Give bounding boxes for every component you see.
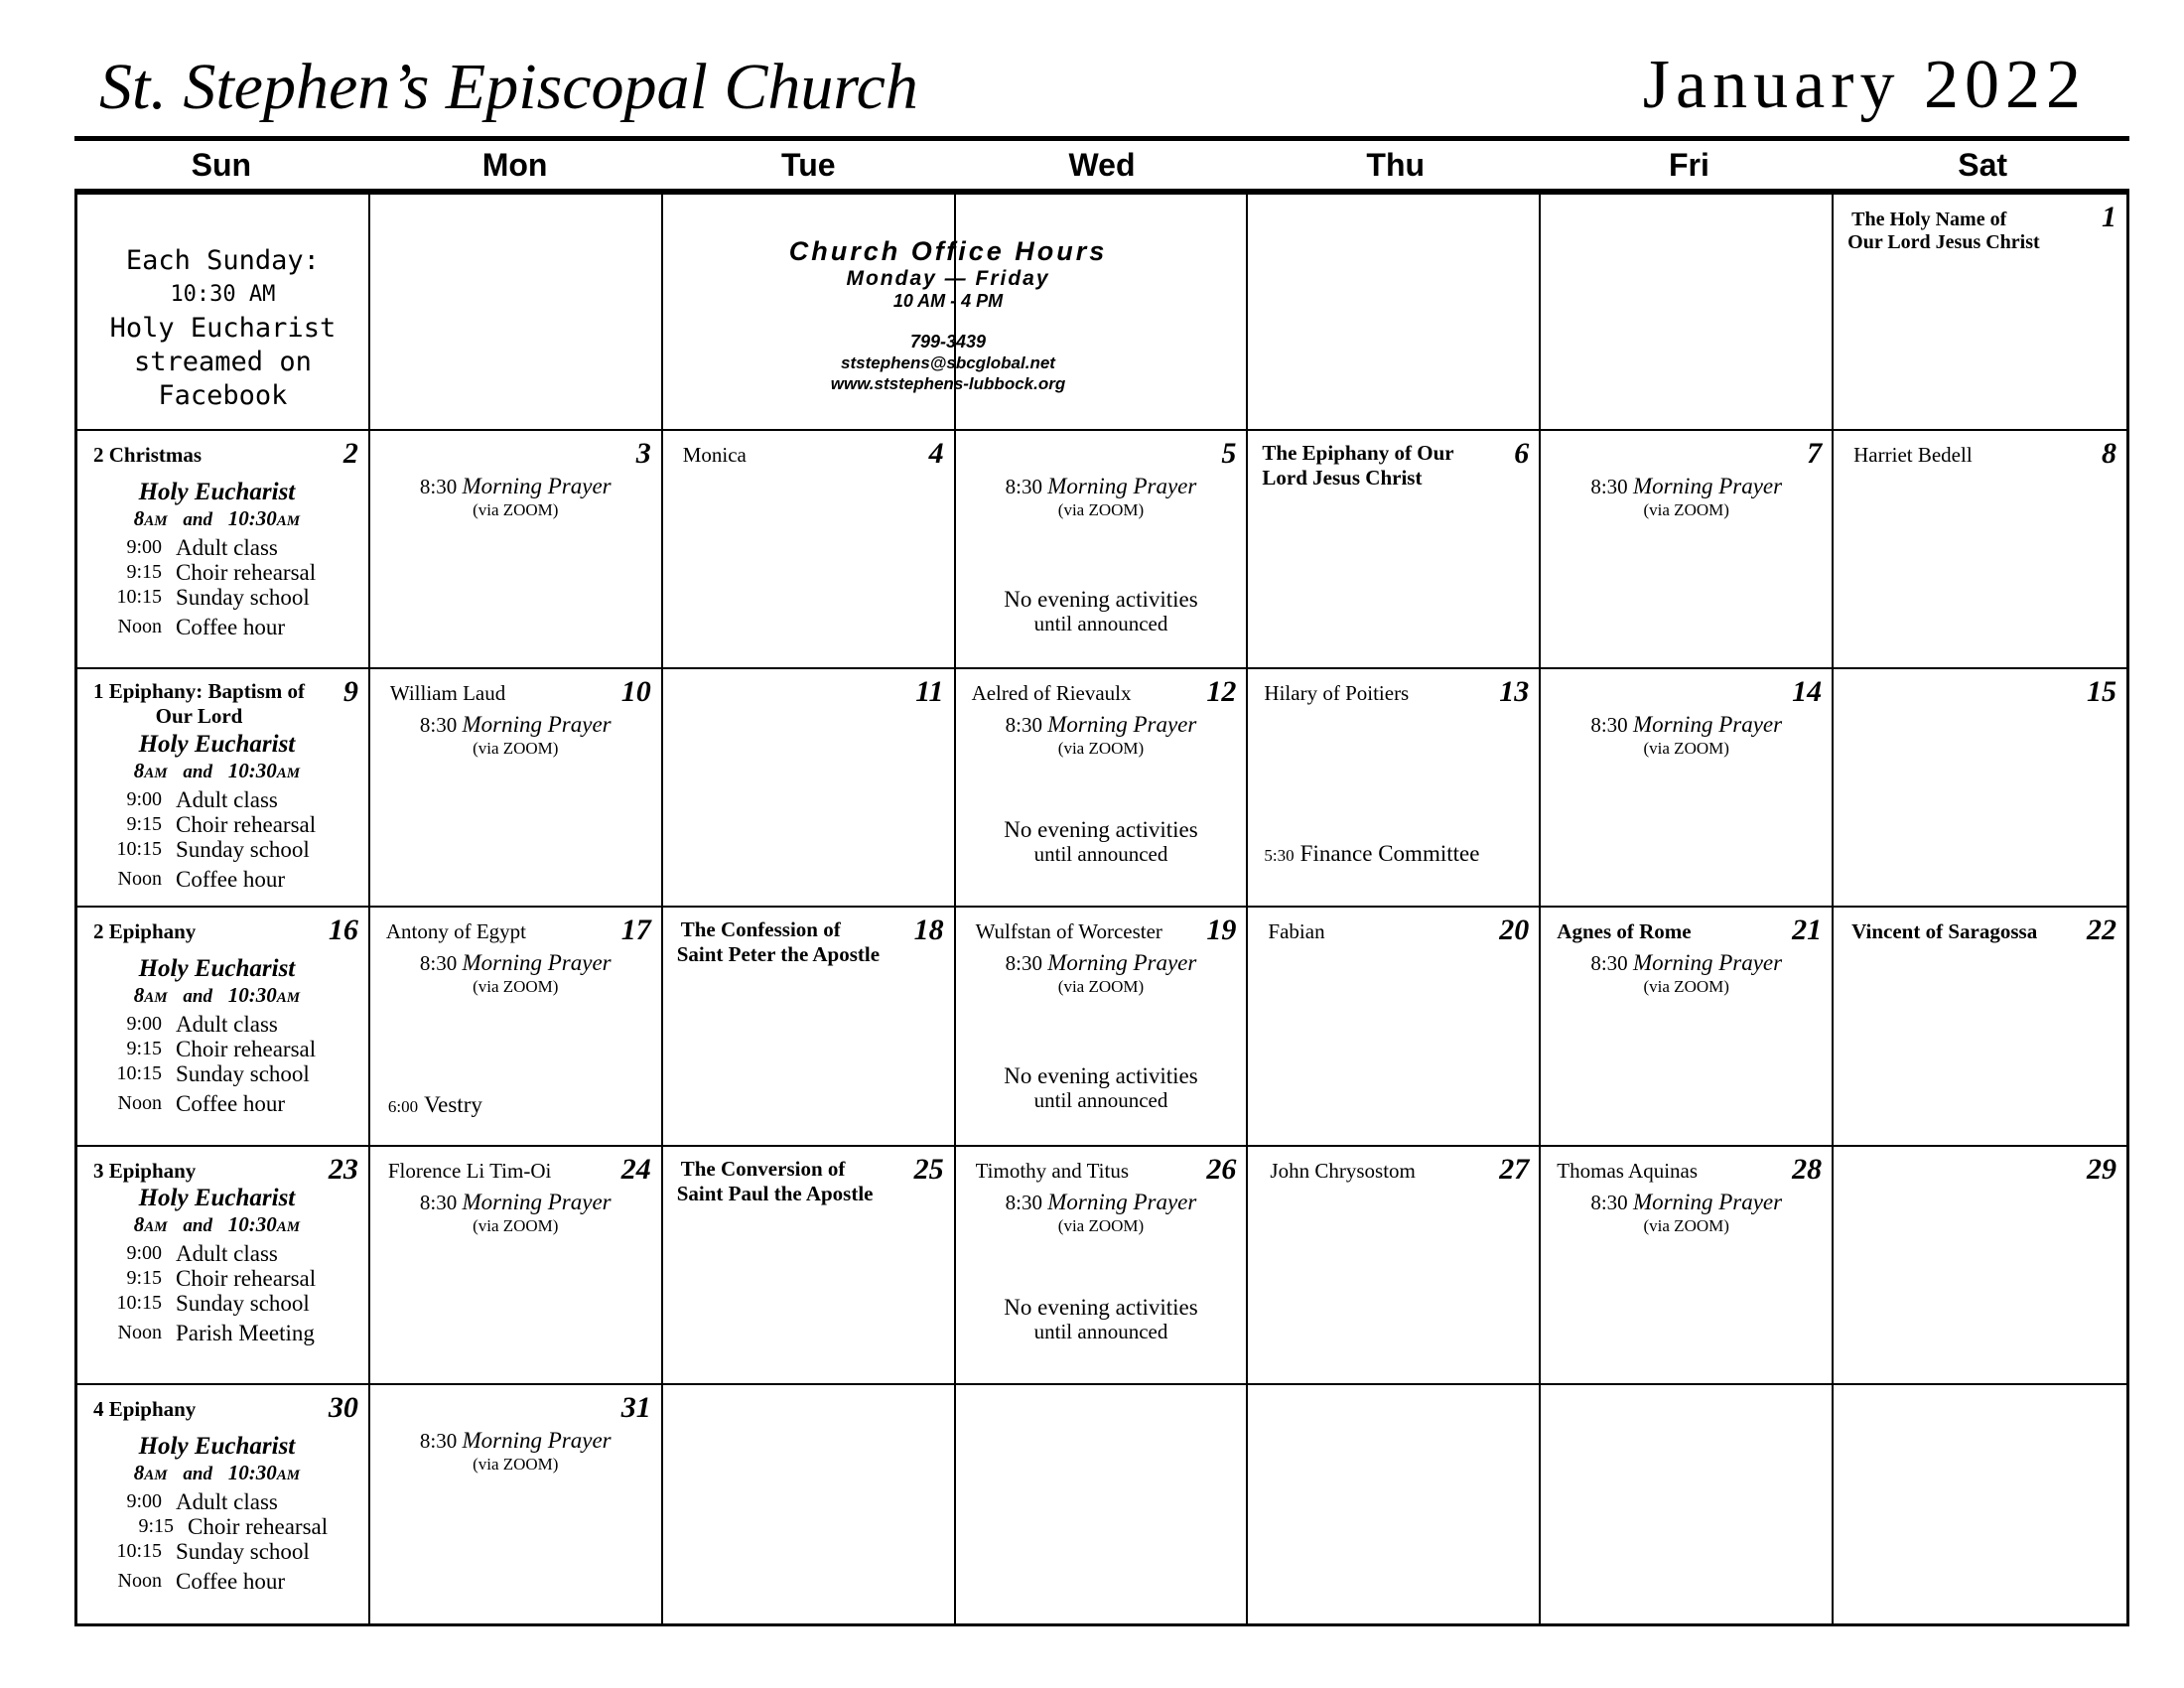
via-zoom: (via ZOOM) (1057, 1215, 1145, 1235)
feast-label (1847, 209, 2040, 254)
cell-day-5 (956, 431, 1249, 669)
office-title: Church Office Hours (788, 236, 1108, 266)
via-zoom: (via ZOOM) (1643, 739, 1729, 759)
cell-day-21 (1541, 908, 1834, 1146)
cell-day-30 (77, 1385, 370, 1623)
schedule-row: 9:15 Choir rehearsal (126, 560, 317, 585)
cell-day-9 (77, 669, 370, 908)
sunday-services (77, 1433, 368, 1594)
cell-day-3 (370, 431, 663, 669)
schedule-row: 9:00 Adult class (126, 787, 278, 813)
morning-prayer: 8:30 Morning Prayer (1590, 712, 1783, 738)
via-zoom: (via ZOOM) (473, 739, 559, 759)
day-number: 27 (1499, 1152, 1530, 1186)
feast-label: Agnes of Rome (1557, 919, 1692, 944)
morning-prayer: 8:30 Morning Prayer (1590, 474, 1783, 498)
sunday-stream-note (77, 244, 368, 413)
cell-day-24 (370, 1147, 663, 1385)
cell-day-17 (370, 908, 663, 1146)
saint-name: John Chrysostom (1270, 1158, 1416, 1183)
via-zoom: (via ZOOM) (473, 977, 559, 997)
day-number: 26 (1206, 1152, 1237, 1186)
morning-prayer: 8:30 Morning Prayer (419, 474, 612, 498)
sunday-name: 2 Christmas (93, 443, 203, 467)
saint-name: Hilary of Poitiers (1264, 681, 1410, 706)
sunday-schedule (77, 535, 368, 639)
office-phone: 799-3439 (909, 332, 987, 352)
schedule-row: 9:15 Choir rehearsal (126, 812, 317, 838)
cell-empty (663, 1385, 956, 1623)
day-number: 3 (635, 437, 651, 470)
sunday-name: 3 Epiphany (93, 1158, 197, 1183)
day-number: 28 (1792, 1152, 1823, 1186)
day-number: 8 (2102, 437, 2116, 470)
cell-day-18 (663, 908, 956, 1146)
sunday-name: 4 Epiphany (93, 1396, 197, 1421)
note-line: Facebook (158, 380, 288, 411)
morning-prayer: 8:30 Morning Prayer (1005, 712, 1197, 738)
cell-day-22 (1834, 908, 2126, 1146)
morning-prayer: 8:30 Morning Prayer (1005, 950, 1197, 976)
day-number: 22 (2087, 914, 2116, 947)
saint-name: Wulfstan of Worcester (975, 919, 1162, 944)
day-number: 23 (328, 1152, 358, 1186)
day-number: 17 (620, 914, 651, 947)
cell-day-31 (370, 1385, 663, 1623)
schedule-row: 9:00 Adult class (126, 1240, 278, 1266)
schedule-row: 9:15 Choir rehearsal (126, 1265, 317, 1291)
day-number: 15 (2087, 675, 2116, 709)
day-number: 24 (620, 1152, 651, 1186)
cell-day-15 (1834, 669, 2126, 908)
cell-sunday-note (77, 195, 370, 431)
saint-name: Antony of Egypt (385, 919, 526, 944)
cell-day-14 (1541, 669, 1834, 908)
sunday-services (77, 731, 368, 892)
no-evening-activities: No evening activities until announced (1004, 817, 1198, 867)
day-number: 19 (1206, 914, 1237, 947)
cell-day-8 (1834, 431, 2126, 669)
morning-prayer: 8:30 Morning Prayer (419, 712, 612, 738)
schedule-row: 10:15 Sunday school (116, 585, 310, 610)
cell-day-16 (77, 908, 370, 1146)
morning-prayer: 8:30 Morning Prayer (419, 1189, 612, 1214)
weekday-fri: Fri (1669, 147, 1709, 183)
via-zoom: (via ZOOM) (473, 1215, 559, 1235)
office-hours: 10 AM - 4 PM (892, 291, 1004, 311)
note-line: Each Sunday: (125, 245, 320, 276)
cell-day-20 (1248, 908, 1541, 1146)
saint-name: Thomas Aquinas (1557, 1158, 1699, 1183)
saint-name: Timothy and Titus (975, 1158, 1130, 1183)
sunday-schedule (77, 787, 368, 892)
schedule-row: Noon Coffee hour (117, 615, 286, 639)
schedule-row: 10:15 Sunday school (116, 1290, 310, 1316)
cell-day-23 (77, 1147, 370, 1385)
sunday-schedule (77, 1489, 368, 1594)
schedule-row: 9:00 Adult class (126, 1012, 278, 1038)
day-number: 5 (1221, 437, 1237, 470)
cell-day-4 (663, 431, 956, 669)
day-number: 10 (620, 675, 651, 709)
morning-prayer: 8:30 Morning Prayer (419, 1427, 612, 1453)
cell-empty (1248, 1385, 1541, 1623)
note-line: streamed on (134, 347, 312, 377)
schedule-row: Noon Coffee hour (117, 867, 286, 893)
sunday-name: 1 Epiphany: Baptism of Our Lord (93, 679, 305, 729)
day-number: 29 (2087, 1152, 2116, 1186)
cell-day-12 (956, 669, 1249, 908)
eucharist-times: 8AM and 10:30AM (133, 1460, 301, 1484)
eucharist-times: 8AM and 10:30AM (133, 506, 301, 530)
via-zoom: (via ZOOM) (1643, 1215, 1729, 1235)
office-hours-box (740, 236, 1157, 394)
day-number: 6 (1514, 437, 1530, 470)
eucharist-title: Holy Eucharist (138, 1432, 296, 1460)
day-number: 31 (620, 1390, 651, 1424)
cell-day-28 (1541, 1147, 1834, 1385)
saint-name: Aelred of Rievaulx (971, 681, 1132, 706)
cell-day-19 (956, 908, 1249, 1146)
office-email[interactable]: ststephens@sbcglobal.net (841, 353, 1055, 372)
via-zoom: (via ZOOM) (1057, 977, 1145, 997)
via-zoom: (via ZOOM) (473, 1454, 559, 1474)
sunday-services (77, 479, 368, 639)
eucharist-title: Holy Eucharist (138, 479, 296, 505)
eucharist-times: 8AM and 10:30AM (133, 759, 301, 783)
eucharist-times: 8AM and 10:30AM (133, 983, 301, 1008)
cell-day-27 (1248, 1147, 1541, 1385)
day-number: 18 (913, 914, 944, 947)
cell-day-1 (1834, 195, 2126, 431)
via-zoom: (via ZOOM) (1057, 739, 1145, 759)
weekday-sun: Sun (191, 147, 252, 183)
day-number: 21 (1792, 914, 1823, 947)
day-number: 14 (1792, 675, 1823, 709)
weekday-header (74, 141, 2129, 189)
cell-empty (370, 195, 663, 431)
via-zoom: (via ZOOM) (1643, 977, 1729, 997)
weekday-wed: Wed (1068, 147, 1136, 183)
cell-day-26 (956, 1147, 1249, 1385)
eucharist-title: Holy Eucharist (138, 955, 296, 983)
office-days: Monday — Friday (846, 267, 1050, 290)
cell-empty (1541, 1385, 1834, 1623)
cell-day-2 (77, 431, 370, 669)
schedule-row: 10:15 Sunday school (116, 837, 310, 863)
schedule-row: 10:15 Sunday school (116, 1538, 310, 1564)
schedule-row: 9:00 Adult class (126, 535, 278, 560)
via-zoom: (via ZOOM) (1057, 500, 1145, 519)
no-evening-activities: No evening activities until announced (1004, 1063, 1198, 1113)
feast-line: The Holy Name of (1851, 209, 2007, 230)
eucharist-title: Holy Eucharist (138, 731, 296, 759)
schedule-row: Noon Coffee hour (117, 1091, 286, 1117)
vestry-event: 6:00 Vestry (387, 1092, 482, 1118)
day-number: 25 (913, 1152, 944, 1186)
weekday-sat: Sat (1958, 147, 2008, 183)
cell-empty (1834, 1385, 2126, 1623)
day-number: 4 (928, 437, 944, 470)
saint-name: William Laud (389, 681, 506, 706)
schedule-row: 9:15 Choir rehearsal (138, 1513, 329, 1539)
note-line: 10:30 AM (170, 282, 276, 307)
sunday-schedule (77, 1241, 368, 1345)
sunday-services (77, 955, 368, 1116)
morning-prayer: 8:30 Morning Prayer (1590, 1189, 1783, 1214)
day-number: 2 (342, 437, 358, 470)
month-year: January 2022 (1642, 47, 2087, 123)
feast-label: The Confession of Saint Peter the Apostle (676, 917, 881, 967)
day-number: 7 (1807, 437, 1823, 470)
calendar-grid (74, 189, 2129, 1626)
sunday-services (77, 1185, 368, 1345)
day-number: 12 (1206, 675, 1237, 709)
feast-label: The Epiphany of Our Lord Jesus Christ (1262, 441, 1454, 490)
day-number: 11 (915, 675, 944, 709)
no-evening-activities: No evening activities until announced (1004, 1294, 1198, 1343)
cell-empty (1541, 195, 1834, 431)
feast-label: Vincent of Saragossa (1851, 919, 2038, 944)
via-zoom: (via ZOOM) (473, 500, 559, 519)
morning-prayer: 8:30 Morning Prayer (1590, 950, 1783, 976)
day-number: 30 (328, 1390, 358, 1424)
office-website[interactable]: www.ststephens-lubbock.org (830, 374, 1066, 393)
morning-prayer: 8:30 Morning Prayer (1005, 474, 1197, 498)
saint-name: Harriet Bedell (1853, 443, 1973, 467)
note-line: Holy Eucharist (109, 313, 337, 344)
saint-name: Florence Li Tim-Oi (387, 1158, 552, 1183)
morning-prayer: 8:30 Morning Prayer (419, 950, 612, 976)
sunday-schedule (77, 1012, 368, 1116)
finance-committee-event: 5:30 Finance Committee (1264, 841, 1480, 867)
eucharist-times: 8AM and 10:30AM (133, 1211, 301, 1236)
cell-day-29 (1834, 1147, 2126, 1385)
cell-day-11 (663, 669, 956, 908)
eucharist-title: Holy Eucharist (138, 1184, 296, 1211)
cell-empty (956, 1385, 1249, 1623)
weekday-mon: Mon (481, 147, 548, 183)
no-evening-activities: No evening activities until announced (1004, 587, 1198, 635)
cell-day-10 (370, 669, 663, 908)
morning-prayer: 8:30 Morning Prayer (1005, 1189, 1197, 1214)
saint-name: Monica (682, 443, 747, 467)
day-number: 1 (2102, 201, 2116, 233)
cell-empty (1248, 195, 1541, 431)
saint-name: Fabian (1268, 919, 1325, 944)
schedule-row: 9:00 Adult class (126, 1488, 278, 1514)
weekday-tue: Tue (781, 147, 836, 183)
cell-day-25 (663, 1147, 956, 1385)
schedule-row: Noon Parish Meeting (117, 1320, 315, 1345)
cell-day-7 (1541, 431, 1834, 669)
church-name: St. Stephen’s Episcopal Church (99, 51, 918, 123)
day-number: 9 (342, 675, 358, 709)
feast-line: Our Lord Jesus Christ (1847, 231, 2040, 253)
schedule-row: 9:15 Choir rehearsal (126, 1037, 317, 1062)
sunday-name: 2 Epiphany (93, 919, 197, 944)
cell-day-6 (1248, 431, 1541, 669)
schedule-row: Noon Coffee hour (117, 1568, 286, 1594)
day-number: 16 (328, 914, 358, 947)
weekday-thu: Thu (1366, 147, 1426, 183)
day-number: 20 (1499, 914, 1530, 947)
day-number: 13 (1499, 675, 1530, 709)
feast-label: The Conversion of Saint Paul the Apostle (676, 1156, 874, 1205)
cell-day-13 (1248, 669, 1541, 908)
schedule-row: 10:15 Sunday school (116, 1061, 310, 1087)
via-zoom: (via ZOOM) (1643, 500, 1729, 519)
